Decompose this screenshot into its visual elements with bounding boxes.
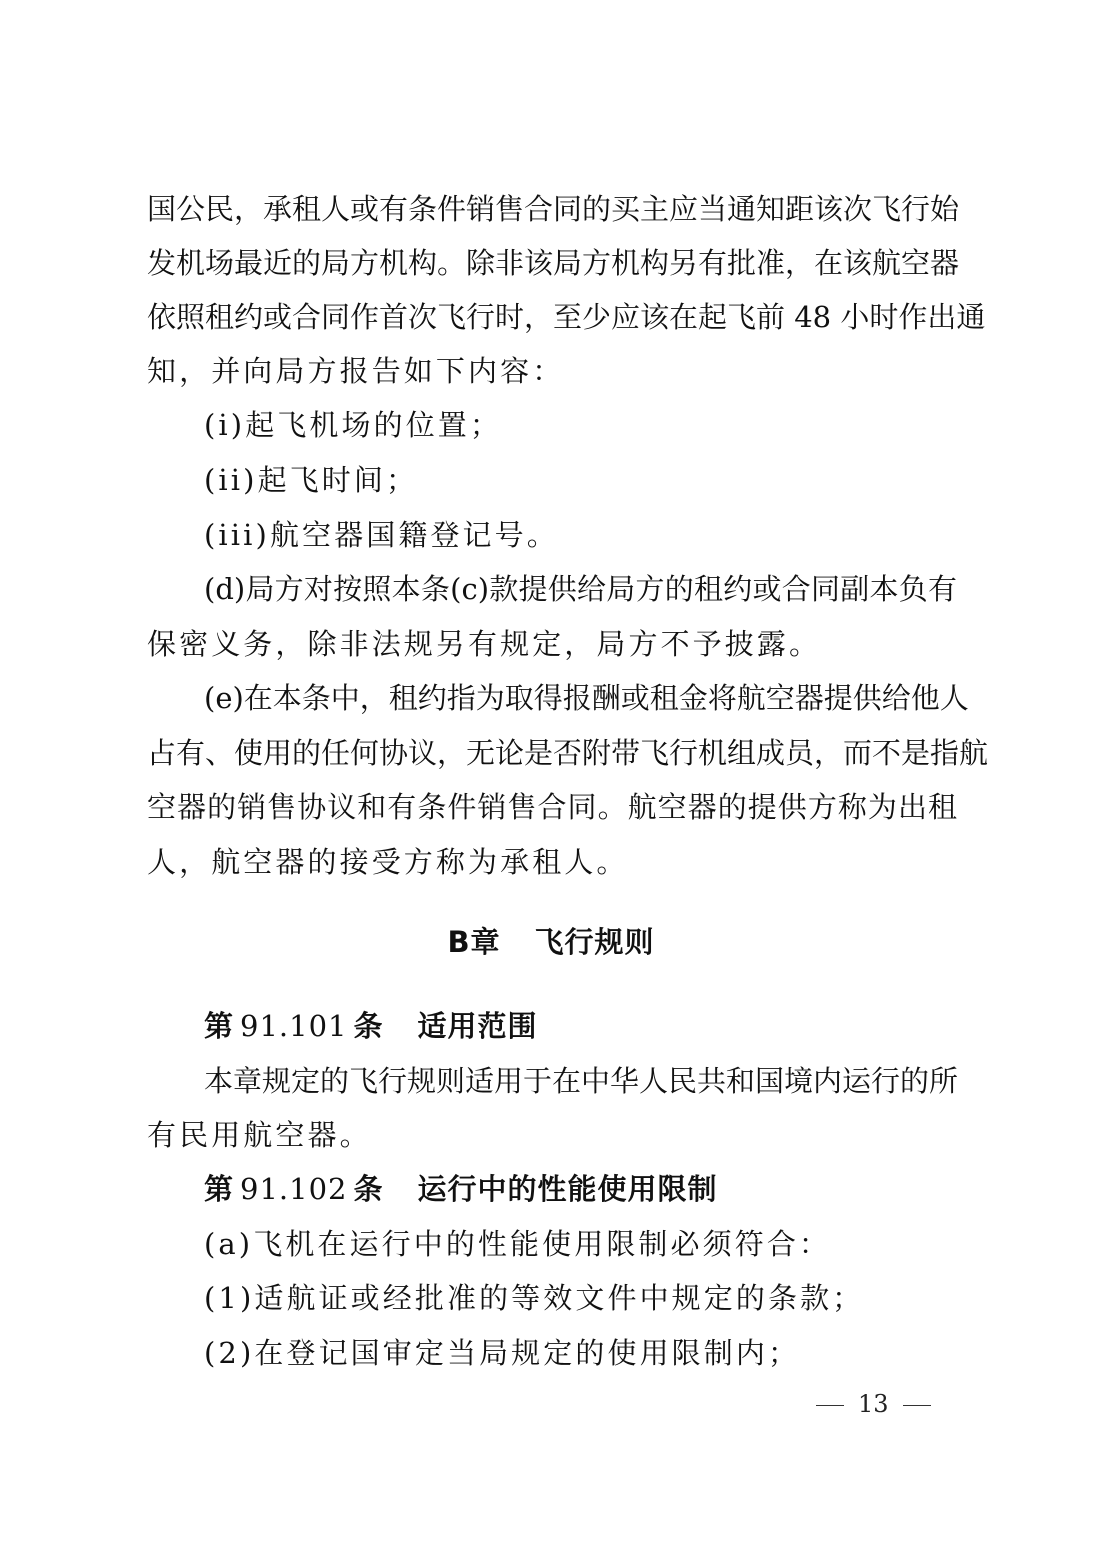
article-number: 91.102: [240, 1172, 348, 1206]
article-heading: [204, 1006, 538, 1046]
dash-left: [816, 1405, 844, 1406]
body-text-line: 有民用航空器。: [147, 1118, 372, 1152]
article-heading: [204, 1169, 718, 1209]
body-text-line: 保密义务，除非法规另有规定，局方不予披露。: [147, 627, 822, 661]
dash-right: [903, 1405, 931, 1406]
list-item: (iii)航空器国籍登记号。: [204, 518, 559, 552]
body-text-line: (e)在本条中，租约指为取得报酬或租金将航空器提供给他人: [204, 681, 969, 715]
page-number: [816, 1388, 931, 1420]
article-suffix: 条: [353, 1172, 384, 1206]
page-number-value: 13: [858, 1390, 889, 1418]
chapter-label: B章: [447, 925, 501, 959]
article-number: 91.101: [240, 1009, 348, 1043]
list-item: (ii)起飞时间；: [204, 463, 419, 497]
body-text-line: 国公民，承租人或有条件销售合同的买主应当通知距该次飞行始: [147, 192, 960, 226]
list-item: (a)飞机在运行中的性能使用限制必须符合：: [204, 1227, 832, 1261]
list-item: (2)在登记国审定当局规定的使用限制内；: [204, 1336, 801, 1370]
body-text-line: 空器的销售协议和有条件销售合同。航空器的提供方称为出租: [147, 790, 957, 824]
body-text-line: 依照租约或合同作首次飞行时，至少应该在起飞前 48 小时作出通: [147, 300, 986, 334]
article-suffix: 条: [353, 1009, 384, 1043]
body-text-line: 知，并向局方报告如下内容：: [147, 354, 565, 388]
list-item: (1)适航证或经批准的等效文件中规定的条款；: [204, 1281, 865, 1315]
chapter-heading: [0, 922, 1102, 962]
chapter-title: 飞行规则: [534, 925, 655, 959]
list-item: (i)起飞机场的位置；: [204, 408, 503, 442]
body-text-line: 人，航空器的接受方称为承租人。: [147, 845, 629, 879]
body-text-line: 发机场最近的局方机构。除非该局方机构另有批准，在该航空器: [147, 246, 960, 280]
body-text-line: 占有、使用的任何协议，无论是否附带飞行机组成员，而不是指航: [147, 736, 989, 770]
article-prefix: 第: [204, 1009, 235, 1043]
article-title: 运行中的性能使用限制: [417, 1172, 718, 1206]
article-prefix: 第: [204, 1172, 235, 1206]
body-text-line: (d)局方对按照本条(c)款提供给局方的租约或合同副本负有: [204, 572, 957, 606]
body-text-line: 本章规定的飞行规则适用于在中华人民共和国境内运行的所: [204, 1064, 959, 1098]
article-title: 适用范围: [417, 1009, 538, 1043]
